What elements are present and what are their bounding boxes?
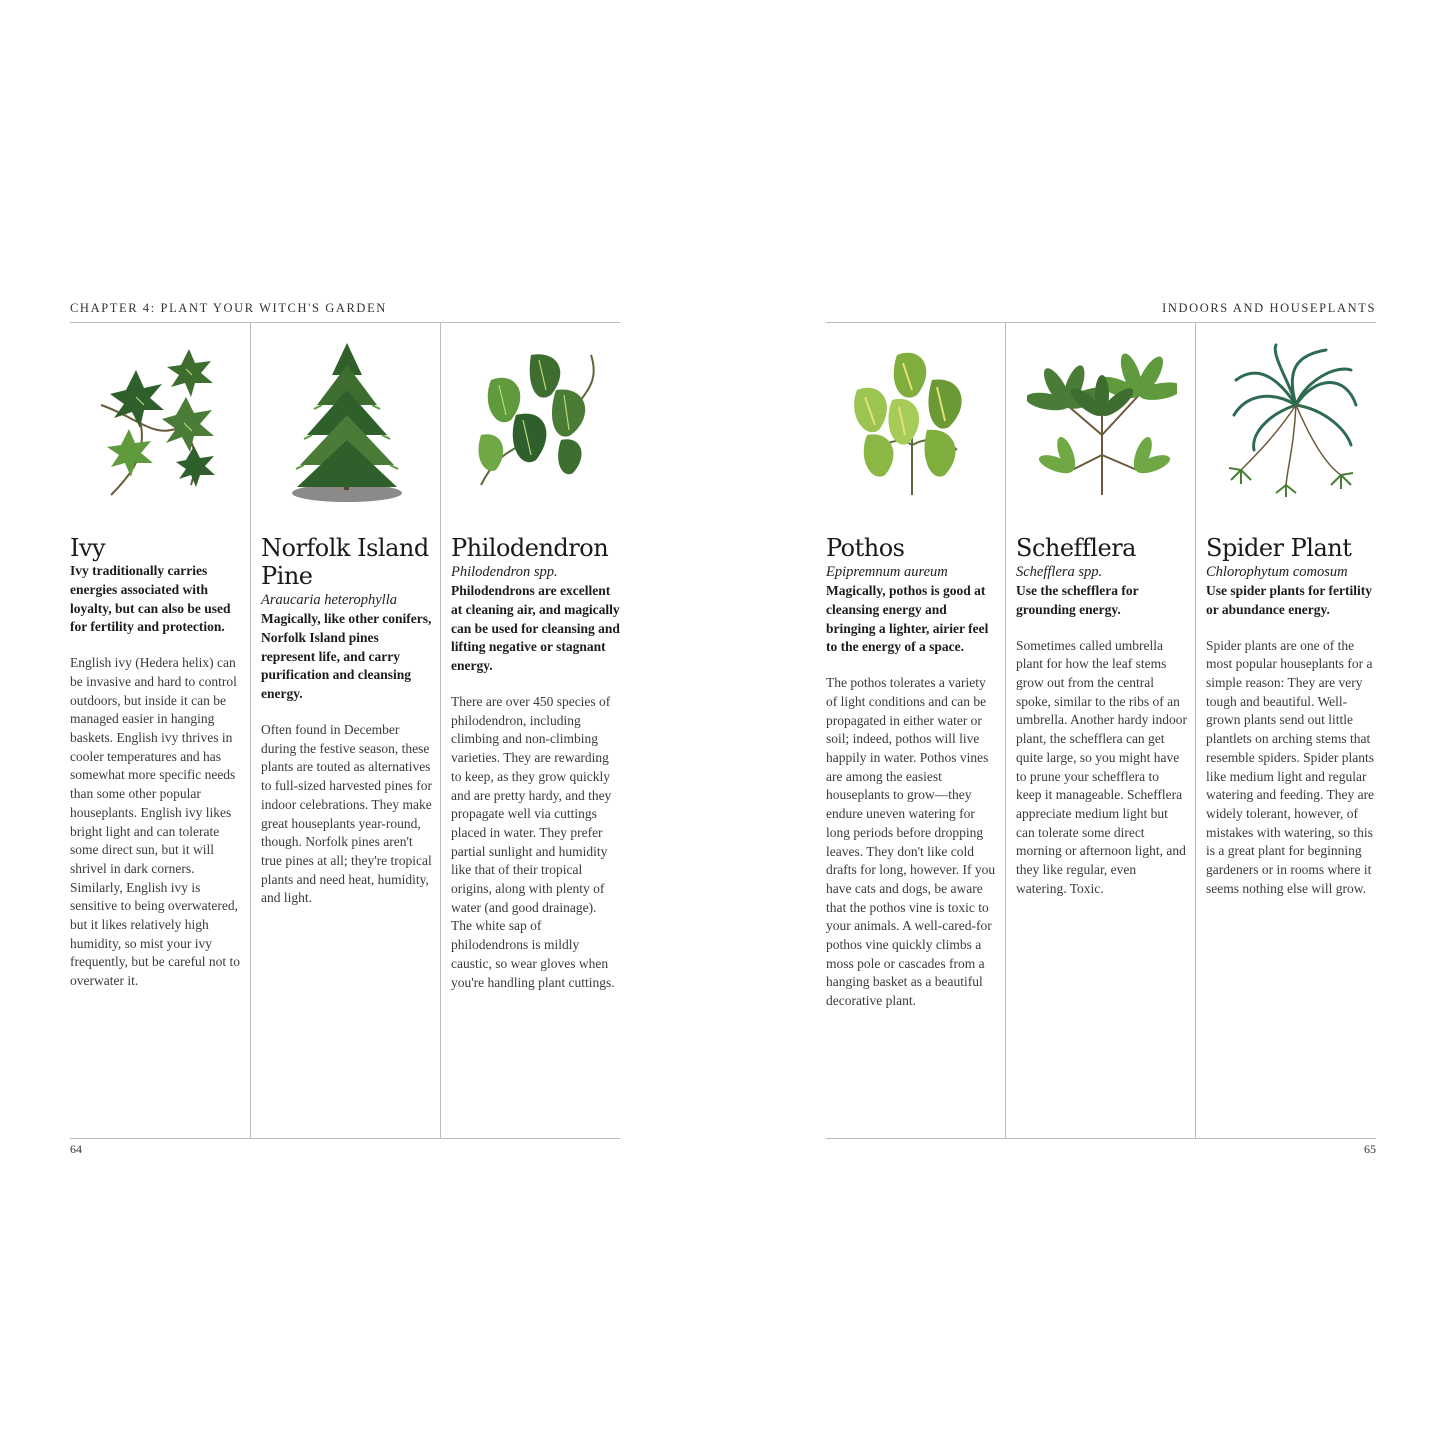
plant-lead: Use spider plants for fertility or abundance energy. — [1206, 583, 1372, 617]
plant-entry-ivy — [70, 322, 250, 1138]
plant-lead: Use the schefflera for grounding energy. — [1016, 583, 1139, 617]
plant-lead: Philodendrons are excellent at cleaning air, and magically can be used for cleansing and lifting negative or stagnant energy. — [451, 583, 620, 674]
plant-entry-norfolk-island-pine — [250, 322, 440, 1138]
plant-latin-name: Epipremnum aureum — [826, 564, 948, 580]
ivy-icon — [70, 322, 242, 518]
running-head: CHAPTER 4: PLANT YOUR WITCH'S GARDEN — [70, 296, 620, 323]
plant-latin-name: Chlorophytum comosum — [1206, 564, 1348, 580]
left-page — [70, 296, 620, 1166]
plant-entry-pothos — [826, 322, 1005, 1138]
philodendron-icon — [451, 322, 620, 518]
plant-lead: Ivy traditionally carries energies associated with loyalty, but can also be used for fertility and protection. — [70, 563, 231, 635]
plant-description: Spider plants are one of the most popular houseplants for a simple reason: They are very tough and beautiful. Well-grown plants send out little plantlets on arching stems that resemble spiders. Spider plants like medium light and regular watering and feeding. They are widely tolerant, however, of mistakes with watering, so this is a great plant for beginning gardeners or in rooms where it seems nothing else will grow. — [1206, 637, 1375, 896]
plant-description: Sometimes called umbrella plant for how the leaf stems grow out from the central spoke, similar to the ribs of an umbrella. Another hardy indoor plant, the schefflera can get quite large, so you might have to prune your schefflera to keep it manageable. Schefflera appreciate medium light but can tolerate some direct morning or afternoon light, and they like regular, even watering. Toxic. — [1016, 637, 1187, 896]
plant-lead: Magically, pothos is good at cleansing energy and bringing a lighter, airier feel to the energy of a space. — [826, 583, 989, 655]
plant-latin-name: Araucaria heterophylla — [261, 592, 397, 608]
plant-description: There are over 450 species of philodendron, including climbing and non-climbing varieties. They are rewarding to keep, as they grow quickly and are pretty hardy, and they propagate well via cuttings placed in water. They prefer partial sunlight and humidity like that of their tropical origins, along with plenty of water (and good drainage). The white sap of philodendrons is mildly caustic, so wear gloves when you're handling plant cuttings. — [451, 693, 615, 990]
plant-description: Often found in December during the festive season, these plants are touted as alternatives to full-sized harvested pines for indoor celebrations. They make great houseplants year-round, though. Norfolk pines aren't true pines at all; they're tropical plants and need heat, humidity, and light. — [261, 721, 432, 906]
plant-lead: Magically, like other conifers, Norfolk Island pines represent life, and carry purification and cleansing energy. — [261, 611, 432, 702]
plant-name: Schefflera — [1016, 534, 1136, 562]
plant-entry-schefflera — [1005, 322, 1195, 1138]
pothos-icon — [826, 322, 997, 518]
plant-entry-philodendron — [440, 322, 620, 1138]
plant-name: Philodendron — [451, 534, 609, 562]
plant-name: Norfolk Island Pine — [261, 534, 429, 590]
schefflera-icon — [1016, 322, 1187, 518]
plant-columns — [70, 322, 620, 1139]
plant-name: Spider Plant — [1206, 534, 1352, 562]
right-page — [826, 296, 1376, 1166]
plant-description: The pothos tolerates a variety of light conditions and can be propagated in either water or soil; indeed, pothos will live happily in water. Pothos vines are among the easiest houseplants to grow—they endure uneven watering for long periods before dropping leaves. They don't like cold drafts for long, however. If you have cats and dogs, be aware that the pothos vine is toxic to your animals. A well-cared-for pothos vine quickly climbs a moss pole or cascades from a hanging basket as a beautiful decorative plant. — [826, 675, 996, 1009]
page-number: 65 — [1364, 1142, 1376, 1156]
plant-latin-name: Philodendron spp. — [451, 564, 558, 580]
plant-entry-spider-plant — [1195, 322, 1376, 1138]
plant-latin-name: Schefflera spp. — [1016, 564, 1103, 580]
plant-description: English ivy (Hedera helix) can be invasive and hard to control outdoors, but inside it can be managed easier in hanging baskets. English ivy thrives in cooler temperatures and has somewhat more specific needs than some other popular houseplants. English ivy likes bright light and can tolerate some direct sun, but it will shrivel in dark corners. Similarly, English ivy is sensitive to being overwatered, but it likes relatively high humidity, so mist your ivy frequently, but be careful not to overwater it. — [70, 655, 241, 989]
spider-plant-icon — [1206, 322, 1376, 518]
plant-columns — [826, 322, 1376, 1139]
running-head: INDOORS AND HOUSEPLANTS — [826, 296, 1376, 323]
page-number: 64 — [70, 1142, 82, 1156]
plant-name: Ivy — [70, 534, 106, 562]
plant-name: Pothos — [826, 534, 905, 562]
norfolk-pine-icon — [261, 322, 432, 518]
